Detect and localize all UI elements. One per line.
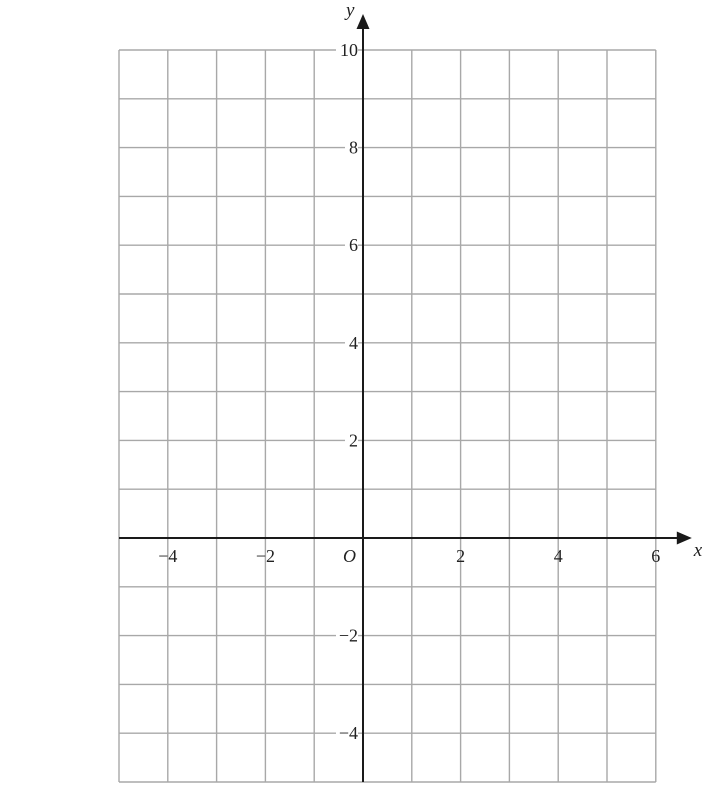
origin-label: O: [343, 546, 356, 566]
y-tick-label: 4: [349, 332, 358, 353]
x-axis-arrow-icon: [677, 532, 692, 545]
y-tick-label: 6: [349, 235, 358, 256]
x-tick-label: 6: [651, 546, 661, 566]
x-tick-label: 2: [456, 546, 466, 566]
axes: [119, 14, 692, 782]
x-tick-label: 4: [553, 546, 563, 566]
x-tick-label: −4: [158, 546, 178, 566]
y-tick-label: −2: [338, 625, 358, 646]
y-tick-label: −4: [338, 723, 358, 744]
y-tick-label: 2: [349, 430, 358, 451]
x-tick-label: −2: [255, 546, 275, 566]
y-tick-label: 10: [340, 40, 358, 60]
y-tick-label: 8: [349, 137, 358, 158]
y-axis-label: y: [346, 0, 355, 21]
y-axis-arrow-icon: [357, 14, 370, 29]
grid-lines: [119, 50, 656, 782]
x-axis-label: x: [693, 540, 703, 561]
